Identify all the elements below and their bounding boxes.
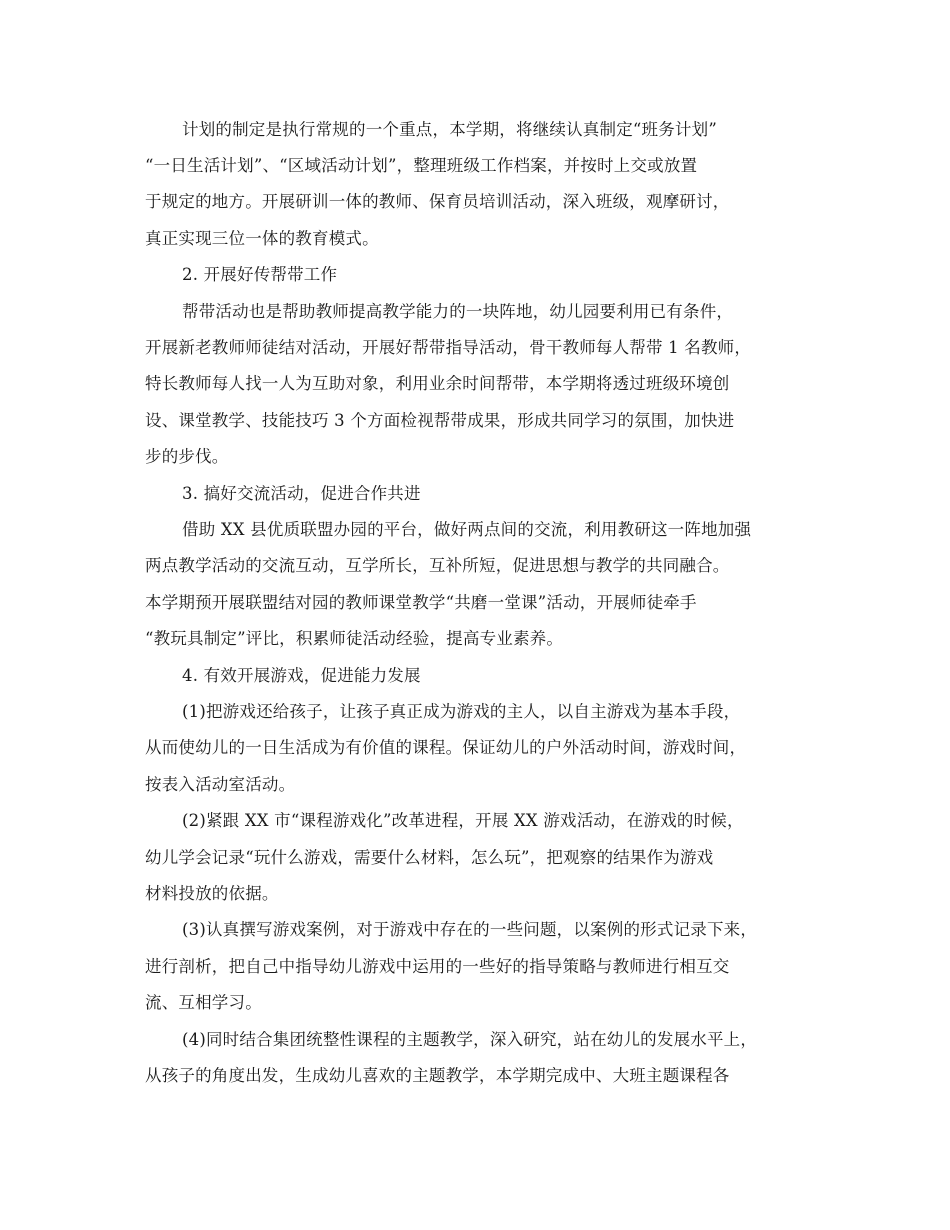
text-line: “教玩具制定”评比，积累师徒活动经验，提高专业素养。 [145,629,564,648]
text-line: 从而使幼儿的一日生活成为有价值的课程。保证幼儿的户外活动时间，游戏时间， [145,738,747,757]
text-line: 设、课堂教学、技能技巧 3 个方面检视帮带成果，形成共同学习的氛围，加快进 [145,411,735,430]
text-line: 按表入活动室活动。 [145,775,296,794]
text-line: 材料投放的依据。 [145,884,279,903]
text-line: 于规定的地方。开展研训一体的教师、保育员培训活动，深入班级，观摩研讨， [145,192,730,211]
text-line: 幼儿学会记录“玩什么游戏，需要什么材料，怎么玩”，把观察的结果作为游戏 [145,848,714,867]
section-heading: 3. 搞好交流活动，促进合作共进 [182,484,421,503]
section-heading: 4. 有效开展游戏，促进能力发展 [182,666,421,685]
text-line: (1)把游戏还给孩子，让孩子真正成为游戏的主人，以自主游戏为基本手段， [182,702,741,721]
text-line: 流、互相学习。 [145,993,262,1012]
text-line: 步的步伐。 [145,447,229,466]
section-heading: 2. 开展好传帮带工作 [182,265,338,284]
text-line: 计划的制定是执行常规的一个重点，本学期，将继续认真制定“班务计划” [182,120,717,139]
text-line: (4)同时结合集团统整性课程的主题教学，深入研究，站在幼儿的发展水平上， [182,1030,758,1049]
text-line: 本学期预开展联盟结对园的教师课堂教学“共磨一堂课”活动，开展师徒牵手 [145,593,697,612]
text-line: 特长教师每人找一人为互助对象，利用业余时间帮带，本学期将透过班级环境创 [145,374,730,393]
text-line: (3)认真撰写游戏案例，对于游戏中存在的一些问题，以案例的形式记录下来， [182,920,758,939]
text-line: 开展新老教师师徒结对活动，开展好帮带指导活动，骨干教师每人帮带 1 名教师， [145,338,752,357]
text-line: 借助 XX 县优质联盟办园的平台，做好两点间的交流，利用教研这一阵地加强 [182,520,752,539]
text-line: 进行剖析，把自己中指导幼儿游戏中运用的一些好的指导策略与教师进行相互交 [145,957,730,976]
text-line: 从孩子的角度出发，生成幼儿喜欢的主题教学，本学期完成中、大班主题课程各 [145,1066,730,1085]
text-line: 两点教学活动的交流互动，互学所长，互补所短，促进思想与教学的共同融合。 [145,556,730,575]
text-line: “一日生活计划”、“区域活动计划”，整理班级工作档案，并按时上交或放置 [145,156,698,175]
text-line: (2)紧跟 XX 市“课程游戏化”改革进程，开展 XX 游戏活动，在游戏的时候， [182,811,744,830]
text-line: 真正实现三位一体的教育模式。 [145,229,379,248]
text-line: 帮带活动也是帮助教师提高教学能力的一块阵地，幼儿园要利用已有条件， [182,302,734,321]
